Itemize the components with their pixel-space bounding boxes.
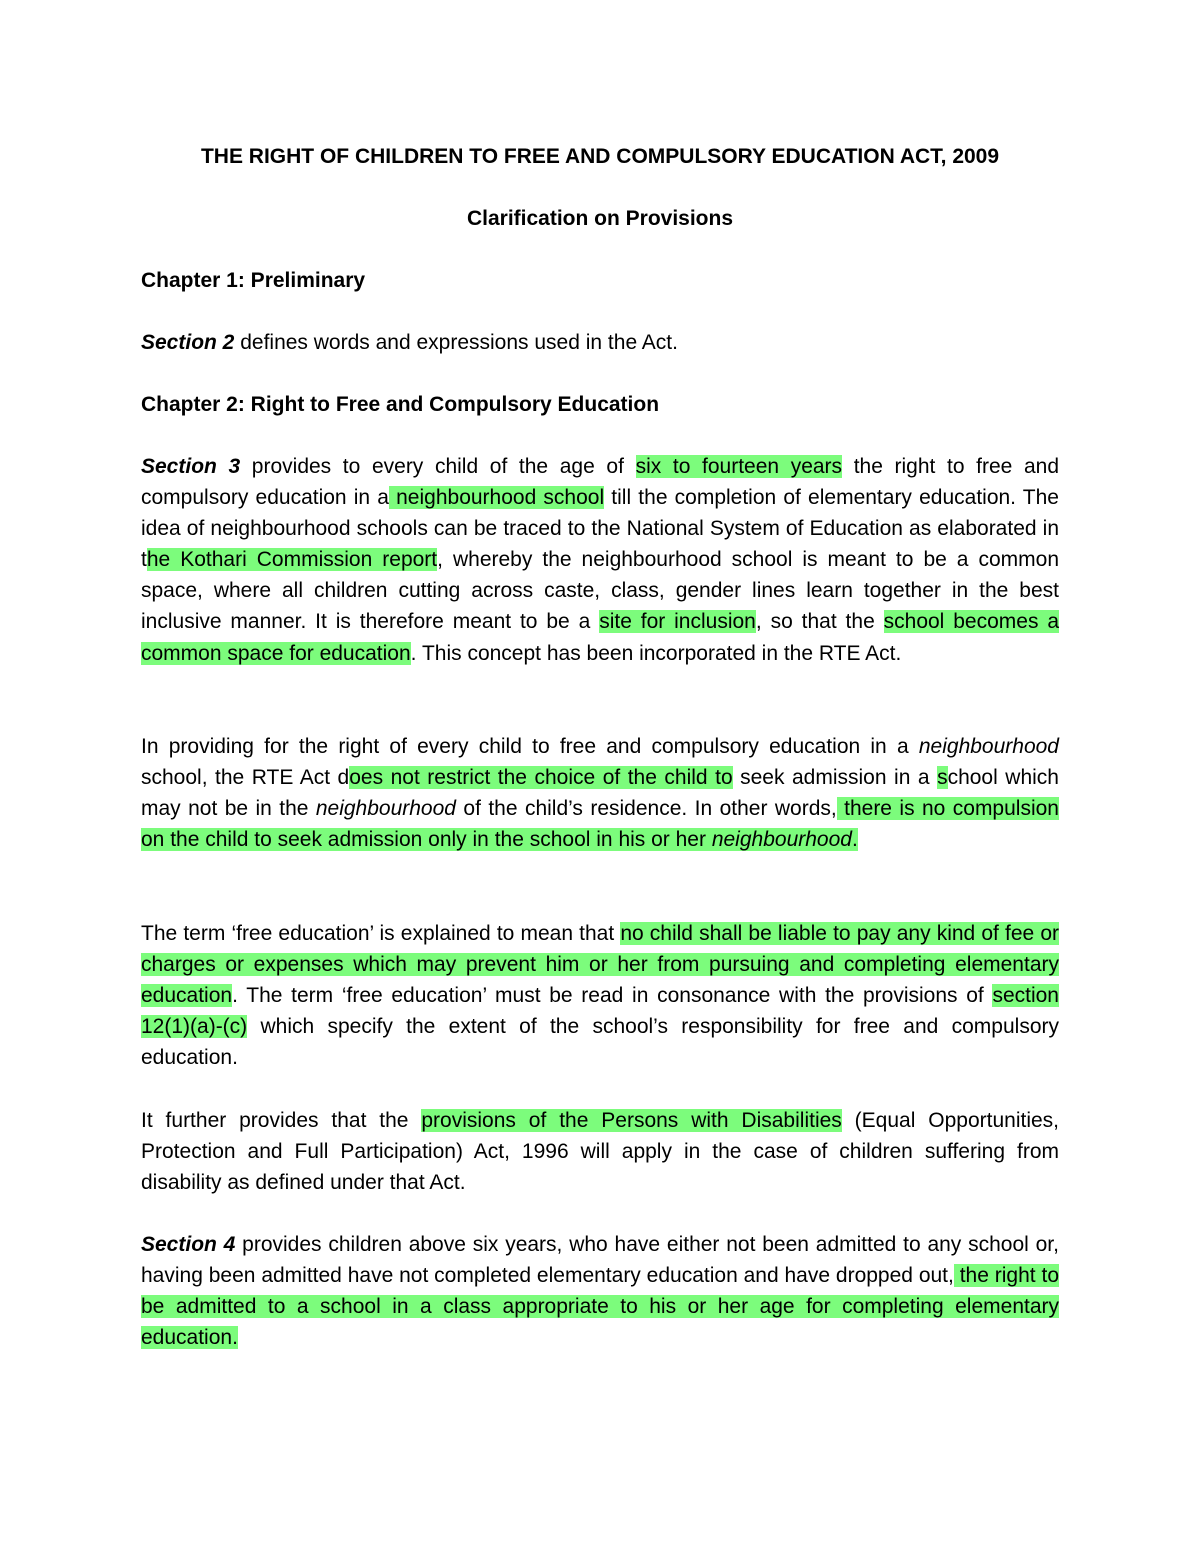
neighbourhood-choice-paragraph (141, 731, 1059, 855)
document-title: THE RIGHT OF CHILDREN TO FREE AND COMPULSORY EDUCATION ACT, 2009 (200, 145, 1000, 168)
chapter-1-heading: Chapter 1: Preliminary (141, 269, 366, 292)
free-education-paragraph (141, 918, 1059, 1073)
highlight-right-to-admission: the right to be admitted to a school in a class appropriate to his or her age for completing elementary education. (141, 1264, 1059, 1350)
text-run: The term ‘free education’ is explained to mean that (141, 922, 621, 945)
highlight-common-space: school becomes a common space for education (141, 610, 1060, 665)
highlight-disabilities: provisions of the Persons with Disabilities (421, 1109, 842, 1132)
text-run: . The term ‘free education’ must be read in consonance with the provisions of (232, 984, 993, 1008)
chapter-2-heading: Chapter 2: Right to Free and Compulsory Education (141, 393, 660, 416)
text-run: , so that the (755, 610, 884, 634)
section-2-paragraph (141, 327, 1059, 358)
highlight-neighbourhood-school: neighbourhood school (388, 486, 605, 510)
section-2-text: defines words and expressions used in the Act. (234, 331, 678, 354)
highlight-no-fee: no child shall be liable to pay any kind of fee or charges or expenses which may prevent him or her from pursuing and completing elementary education (141, 922, 1059, 1008)
text-run: . (851, 828, 858, 852)
section-2-label: Section 2 (141, 331, 235, 354)
highlight-site-for-inclusion: site for inclusion (599, 610, 756, 634)
highlight-section-12: section 12(1)(a)-(c) (141, 984, 1059, 1039)
text-run: chool which may not be in the (141, 766, 1059, 821)
text-run: of the child’s residence. In other words, (455, 797, 837, 821)
section-4-label: Section 4 (141, 1233, 236, 1256)
italic-run: neighbourhood (315, 797, 456, 821)
text-run: which specify the extent of the school’s responsibility for free and compulsory education. (141, 1015, 1059, 1070)
text-run: till the completion of elementary education. The idea of neighbourhood schools can be traced to the National System of Education as elaborated in t (141, 486, 1059, 572)
highlight-kothari-report: he Kothari Commission report (146, 548, 438, 572)
text-run: In providing for the right of every child to free and compulsory education in a (141, 735, 919, 758)
text-run: seek admission in a (732, 766, 938, 790)
text-run: school, the RTE Act d (141, 766, 350, 790)
text-run: there is no compulsion on the child to seek admission only in the school in his or her (141, 797, 1059, 852)
text-run: provides to every child of the age of (240, 455, 636, 478)
section-3-label: Section 3 (141, 455, 241, 478)
disabilities-paragraph (141, 1105, 1059, 1198)
text-run: provides children above six years, who have either not been admitted to any school or, having been admitted have not completed elementary education and have dropped out, (141, 1233, 1059, 1288)
text-run: , whereby the neighbourhood school is meant to be a common space, where all children cutting across caste, class, gender lines learn together in the best inclusive manner. It is therefore meant to be a (141, 548, 1060, 634)
highlight-choice: oes not restrict the choice of the child to (349, 766, 733, 790)
text-run: It further provides that the (141, 1109, 422, 1132)
italic-run: neighbourhood (918, 735, 1059, 758)
highlight-age: six to fourteen years (635, 455, 843, 478)
section-3-paragraph (141, 451, 1059, 669)
text-run: the right to free and compulsory education in a (141, 455, 1060, 510)
section-4-paragraph (141, 1229, 1059, 1353)
text-run: (Equal Opportunities, Protection and Full Participation) Act, 1996 will apply in the case of children suffering from disability as defined under that Act. (141, 1109, 1060, 1195)
document-subtitle: Clarification on Provisions (466, 207, 734, 230)
highlight-s: s (937, 766, 948, 790)
text-run: . This concept has been incorporated in the RTE Act. (410, 641, 902, 665)
italic-run: neighbourhood (711, 828, 852, 852)
